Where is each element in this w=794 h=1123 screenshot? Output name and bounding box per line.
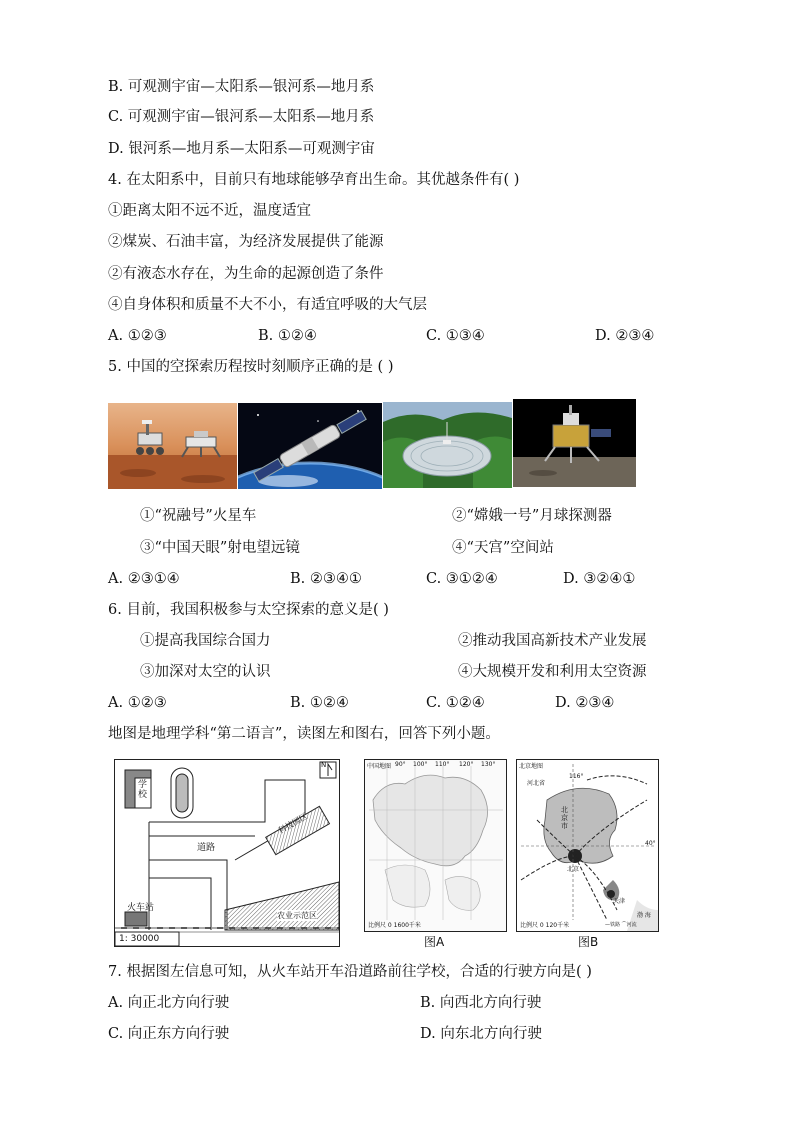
q6-stem: 6. 目前，我国积极参与太空探索的意义是( ): [108, 602, 389, 618]
q6-option-d: D. ②③④: [555, 695, 615, 711]
map-b-scale: 比例尺 0 120千米: [520, 922, 570, 929]
map-b-bohai: 渤 海: [637, 912, 651, 919]
q5-option-a: A. ②③①④: [108, 571, 180, 587]
q6-option-b: B. ①②④: [290, 695, 349, 711]
map-b-beijing: 北京: [567, 866, 580, 873]
space-station-photo: [238, 403, 382, 489]
map-b-beijing-city: 北京市: [561, 806, 568, 830]
q7-option-a: A. 向正北方向行驶: [108, 995, 230, 1011]
q7-option-c: C. 向正东方向行驶: [108, 1026, 230, 1042]
map-b-lon: 116°: [569, 773, 584, 780]
map-a-title: 中国地图: [367, 763, 392, 770]
map-a: [364, 759, 507, 932]
map-a-scale: 比例尺 0 1600千米: [368, 922, 421, 929]
q4-item-3: ②有液态水存在，为生命的起源创造了条件: [108, 266, 384, 282]
q4-option-d: D. ②③④: [595, 328, 655, 344]
q7-option-b: B. 向西北方向行驶: [420, 995, 542, 1011]
tech-park-label: 科技园区: [276, 811, 310, 836]
map-b-hebei: 河北省: [527, 780, 546, 787]
q6-option-a: A. ①②③: [108, 695, 167, 711]
north-label: N: [321, 761, 327, 769]
lunar-lander-photo: [513, 399, 636, 487]
q4-option-c: C. ①③④: [426, 328, 485, 344]
q4-item-1: ①距离太阳不远不近，温度适宜: [108, 203, 311, 219]
q4-option-b: B. ①②④: [258, 328, 317, 344]
q6-item-2: ②推动我国高新技术产业发展: [458, 633, 647, 649]
q5-option-b: B. ②③④①: [290, 571, 362, 587]
q6-item-3: ③加深对太空的认识: [140, 664, 271, 680]
q4-item-4: ④自身体积和质量不大不小，有适宜呼吸的大气层: [108, 297, 427, 313]
q4-stem: 4. 在太阳系中，目前只有地球能够孕育出生命。其优越条件有( ): [108, 172, 520, 188]
q6-item-4: ④大规模开发和利用太空资源: [458, 664, 647, 680]
q5-item-3: ③“中国天眼”射电望远镜: [140, 540, 300, 556]
q4-option-a: A. ①②③: [108, 328, 167, 344]
map-b-caption: 图B: [578, 935, 599, 949]
q5-item-2: ②“嫦娥一号”月球探测器: [452, 508, 612, 524]
road-label: 道路: [197, 843, 216, 853]
school-label: 学校: [138, 780, 148, 800]
q3-option-d: D. 银河系—地月系—太阳系—可观测宇宙: [108, 141, 375, 157]
map-b-lat: 40°: [645, 840, 656, 847]
map-a-lon-3: 110°: [435, 761, 450, 768]
station-label: 火车站: [127, 903, 155, 913]
map-b: [516, 759, 659, 932]
map-b-tianjin: 天津: [613, 898, 626, 905]
map-a-lon-1: 90°: [395, 761, 406, 768]
q7-stem: 7. 根据图左信息可知，从火车站开车沿道路前往学校，合适的行驶方向是( ): [108, 964, 592, 980]
q7-option-d: D. 向东北方向行驶: [420, 1026, 542, 1042]
q5-option-c: C. ③①②④: [426, 571, 498, 587]
q5-item-4: ④“天宫”空间站: [452, 540, 554, 556]
map-a-lon-4: 120°: [459, 761, 474, 768]
agri-zone-label: 农业示范区: [277, 911, 317, 920]
map-b-legend: —铁路 ⌒河流: [605, 922, 637, 928]
q5-option-d: D. ③②④①: [563, 571, 636, 587]
q3-option-b: B. 可观测宇宙—太阳系—银河系—地月系: [108, 79, 375, 95]
map-a-caption: 图A: [424, 935, 445, 949]
q4-item-2: ②煤炭、石油丰富，为经济发展提供了能源: [108, 234, 384, 250]
fast-telescope-photo: [383, 402, 512, 488]
q5-item-1: ①“祝融号”火星车: [140, 508, 257, 524]
q6-item-1: ①提高我国综合国力: [140, 633, 271, 649]
scale-label: 1: 30000: [119, 934, 160, 944]
q6-option-c: C. ①②④: [426, 695, 485, 711]
map-intro: 地图是地理学科“第二语言”，读图左和图右，回答下列小题。: [108, 726, 500, 742]
mars-rover-photo: [108, 403, 237, 489]
left-map: [114, 759, 340, 947]
map-a-lon-2: 100°: [413, 761, 428, 768]
q3-option-c: C. 可观测宇宙—银河系—太阳系—地月系: [108, 109, 375, 125]
q5-stem: 5. 中国的空探索历程按时刻顺序正确的是 ( ): [108, 359, 394, 375]
map-a-lon-5: 130°: [481, 761, 496, 768]
map-b-title: 北京地图: [519, 763, 544, 770]
